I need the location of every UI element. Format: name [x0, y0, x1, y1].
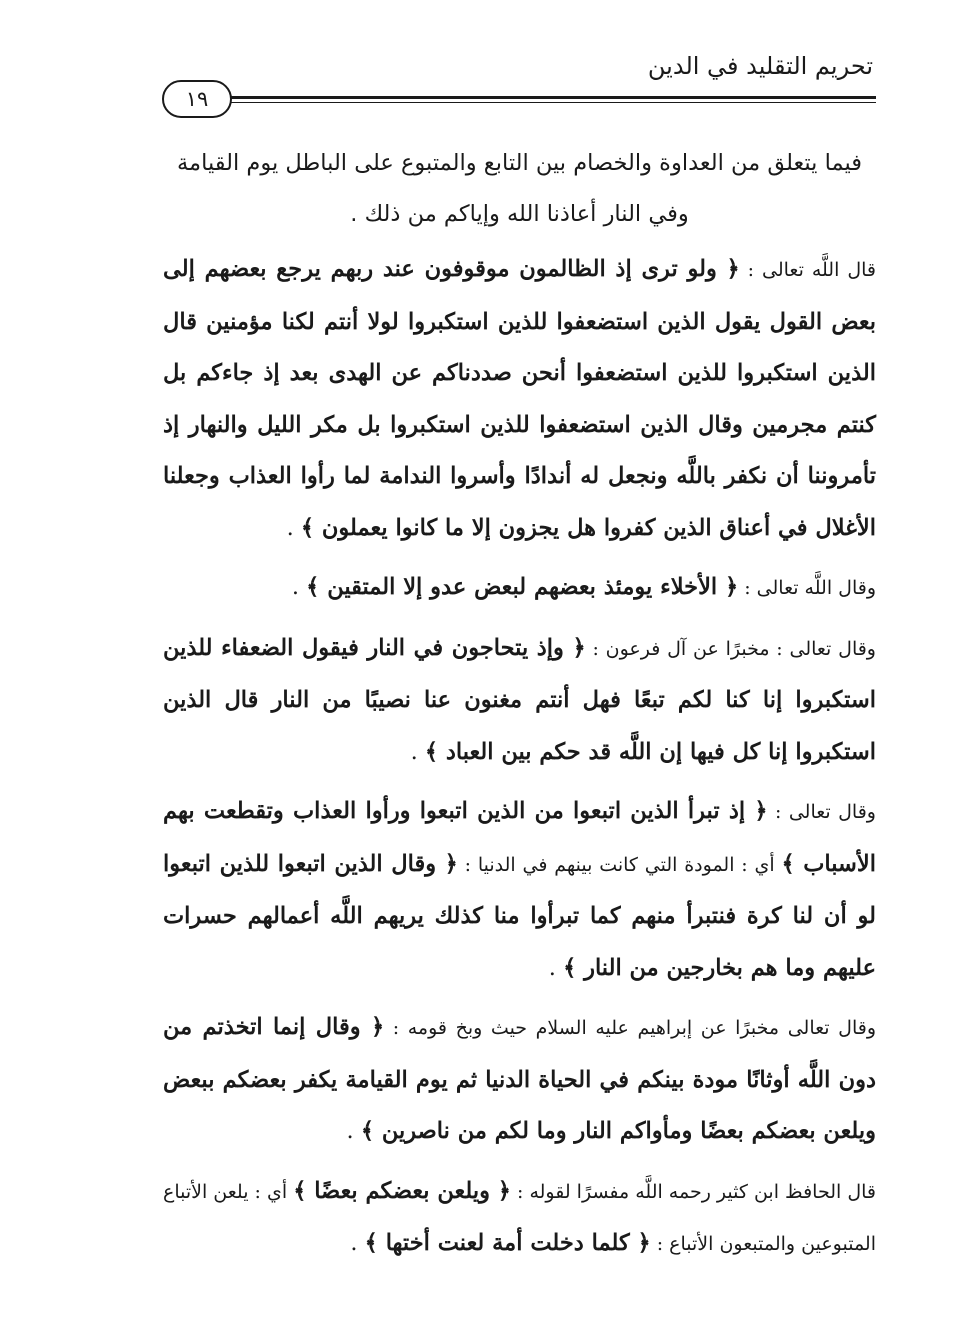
running-title: تحريم التقليد في الدين	[647, 52, 873, 80]
quran-verse: ﴿ ويلعن بعضكم بعضًا ﴾	[293, 1177, 511, 1204]
quran-verse: ﴿ الأخلاء يومئذ بعضهم لبعض عدو إلا المتقين ﴾	[306, 574, 739, 600]
paragraph-tail: .	[410, 738, 425, 765]
paragraph-2	[163, 562, 876, 615]
quran-verse: ﴿ وقال إنما اتخذتم من دون اللَّه أوثانًا مودة بينكم في الحياة الدنيا ثم يوم القيامة يكفر بعضكم ببعض ويلعن بعضكم بعضًا ومأواكم النار وما لكم من ناصرين ﴾	[163, 1014, 876, 1144]
header-rule-thin	[230, 102, 876, 103]
paragraph-3	[163, 623, 876, 779]
paragraph-tail: .	[350, 1230, 365, 1256]
quran-verse: ﴿ وإذ يتحاجون في النار فيقول الضعفاء للذين استكبروا إنا كنا لكم تبعًا فهل أنتم مغنون عنا نصيبًا من النار قال الذين استكبروا إنا كل فيها إن اللَّه قد حكم بين العباد ﴾	[163, 634, 876, 765]
quran-verse: ﴿ كلما دخلت أمة لعنت أختها ﴾	[364, 1230, 651, 1256]
paragraph-1	[163, 244, 876, 554]
paragraph-5	[163, 1002, 876, 1158]
paragraph-4	[163, 786, 876, 994]
paragraph-tail: .	[291, 574, 307, 600]
paragraph-lead: وقال تعالى مخبرًا عن إبراهيم عليه السلام حيث وبخ قومه :	[384, 1017, 876, 1039]
paragraph-lead: وقال اللَّه تعالى :	[738, 577, 876, 599]
page-number: ١٩	[162, 80, 232, 118]
quran-verse: ﴿ ولو ترى إذ الظالمون موقوفون عند ربهم يرجع بعضهم إلى بعض القول يقول الذين استضعفوا للذين استكبروا لولا أنتم لكنا مؤمنين قال الذين استكبروا للذين استضعفوا أنحن صددناكم عن الهدى بعد إذ جاءكم بل كنتم مجرمين وقال الذين استضعفوا للذين استكبروا بل مكر الليل والنهار إذ تأمروننا أن نكفر باللَّه ونجعل له أندادًا وأسروا الندامة لما رأوا العذاب وجعلنا الأغلال في أعناق الذين كفروا هل يجزون إلا ما كانوا يعملون ﴾	[163, 256, 876, 541]
paragraph-lead: قال الحافظ ابن كثير رحمه اللَّه مفسرًا لقوله :	[510, 1180, 876, 1203]
page-body	[163, 138, 876, 1279]
paragraph-lead: قال اللَّه تعالى :	[739, 259, 876, 281]
paragraph-lead: وقال تعالى : مخبرًا عن آل فرعون :	[585, 637, 876, 660]
paragraph-tail: .	[286, 514, 301, 541]
paragraph-6	[163, 1166, 876, 1271]
header-rule	[230, 96, 876, 99]
intro-text: فيما يتعلق من العداوة والخصام بين التابع والمتبوع على الباطل يوم القيامة وفي النار أعاذنا الله وإياكم من ذلك .	[176, 150, 863, 227]
paragraph-commentary: أي : المودة التي كانت بينهم في الدنيا :	[457, 853, 782, 876]
paragraph-lead: وقال تعالى :	[767, 801, 876, 823]
paragraph-tail: .	[346, 1118, 361, 1144]
paragraph-commentary: أي : يلعن الأتباع المتبوعين والمتبعون الأتباع :	[163, 1180, 876, 1255]
paragraph-tail: .	[548, 954, 564, 981]
quran-verse: ﴿ إذ تبرأ الذين اتبعوا من الذين اتبعوا ورأوا العذاب وتقطعت بهم الأسباب ﴾	[163, 798, 876, 877]
quran-verse: ﴿ وقال الذين اتبعوا للذين اتبعوا لو أن لنا كرة فنتبرأ منهم كما تبرأوا منا كذلك يريهم اللَّه أعمالهم حسرات عليهم وما هم بخارجين من النار ﴾	[163, 850, 876, 981]
